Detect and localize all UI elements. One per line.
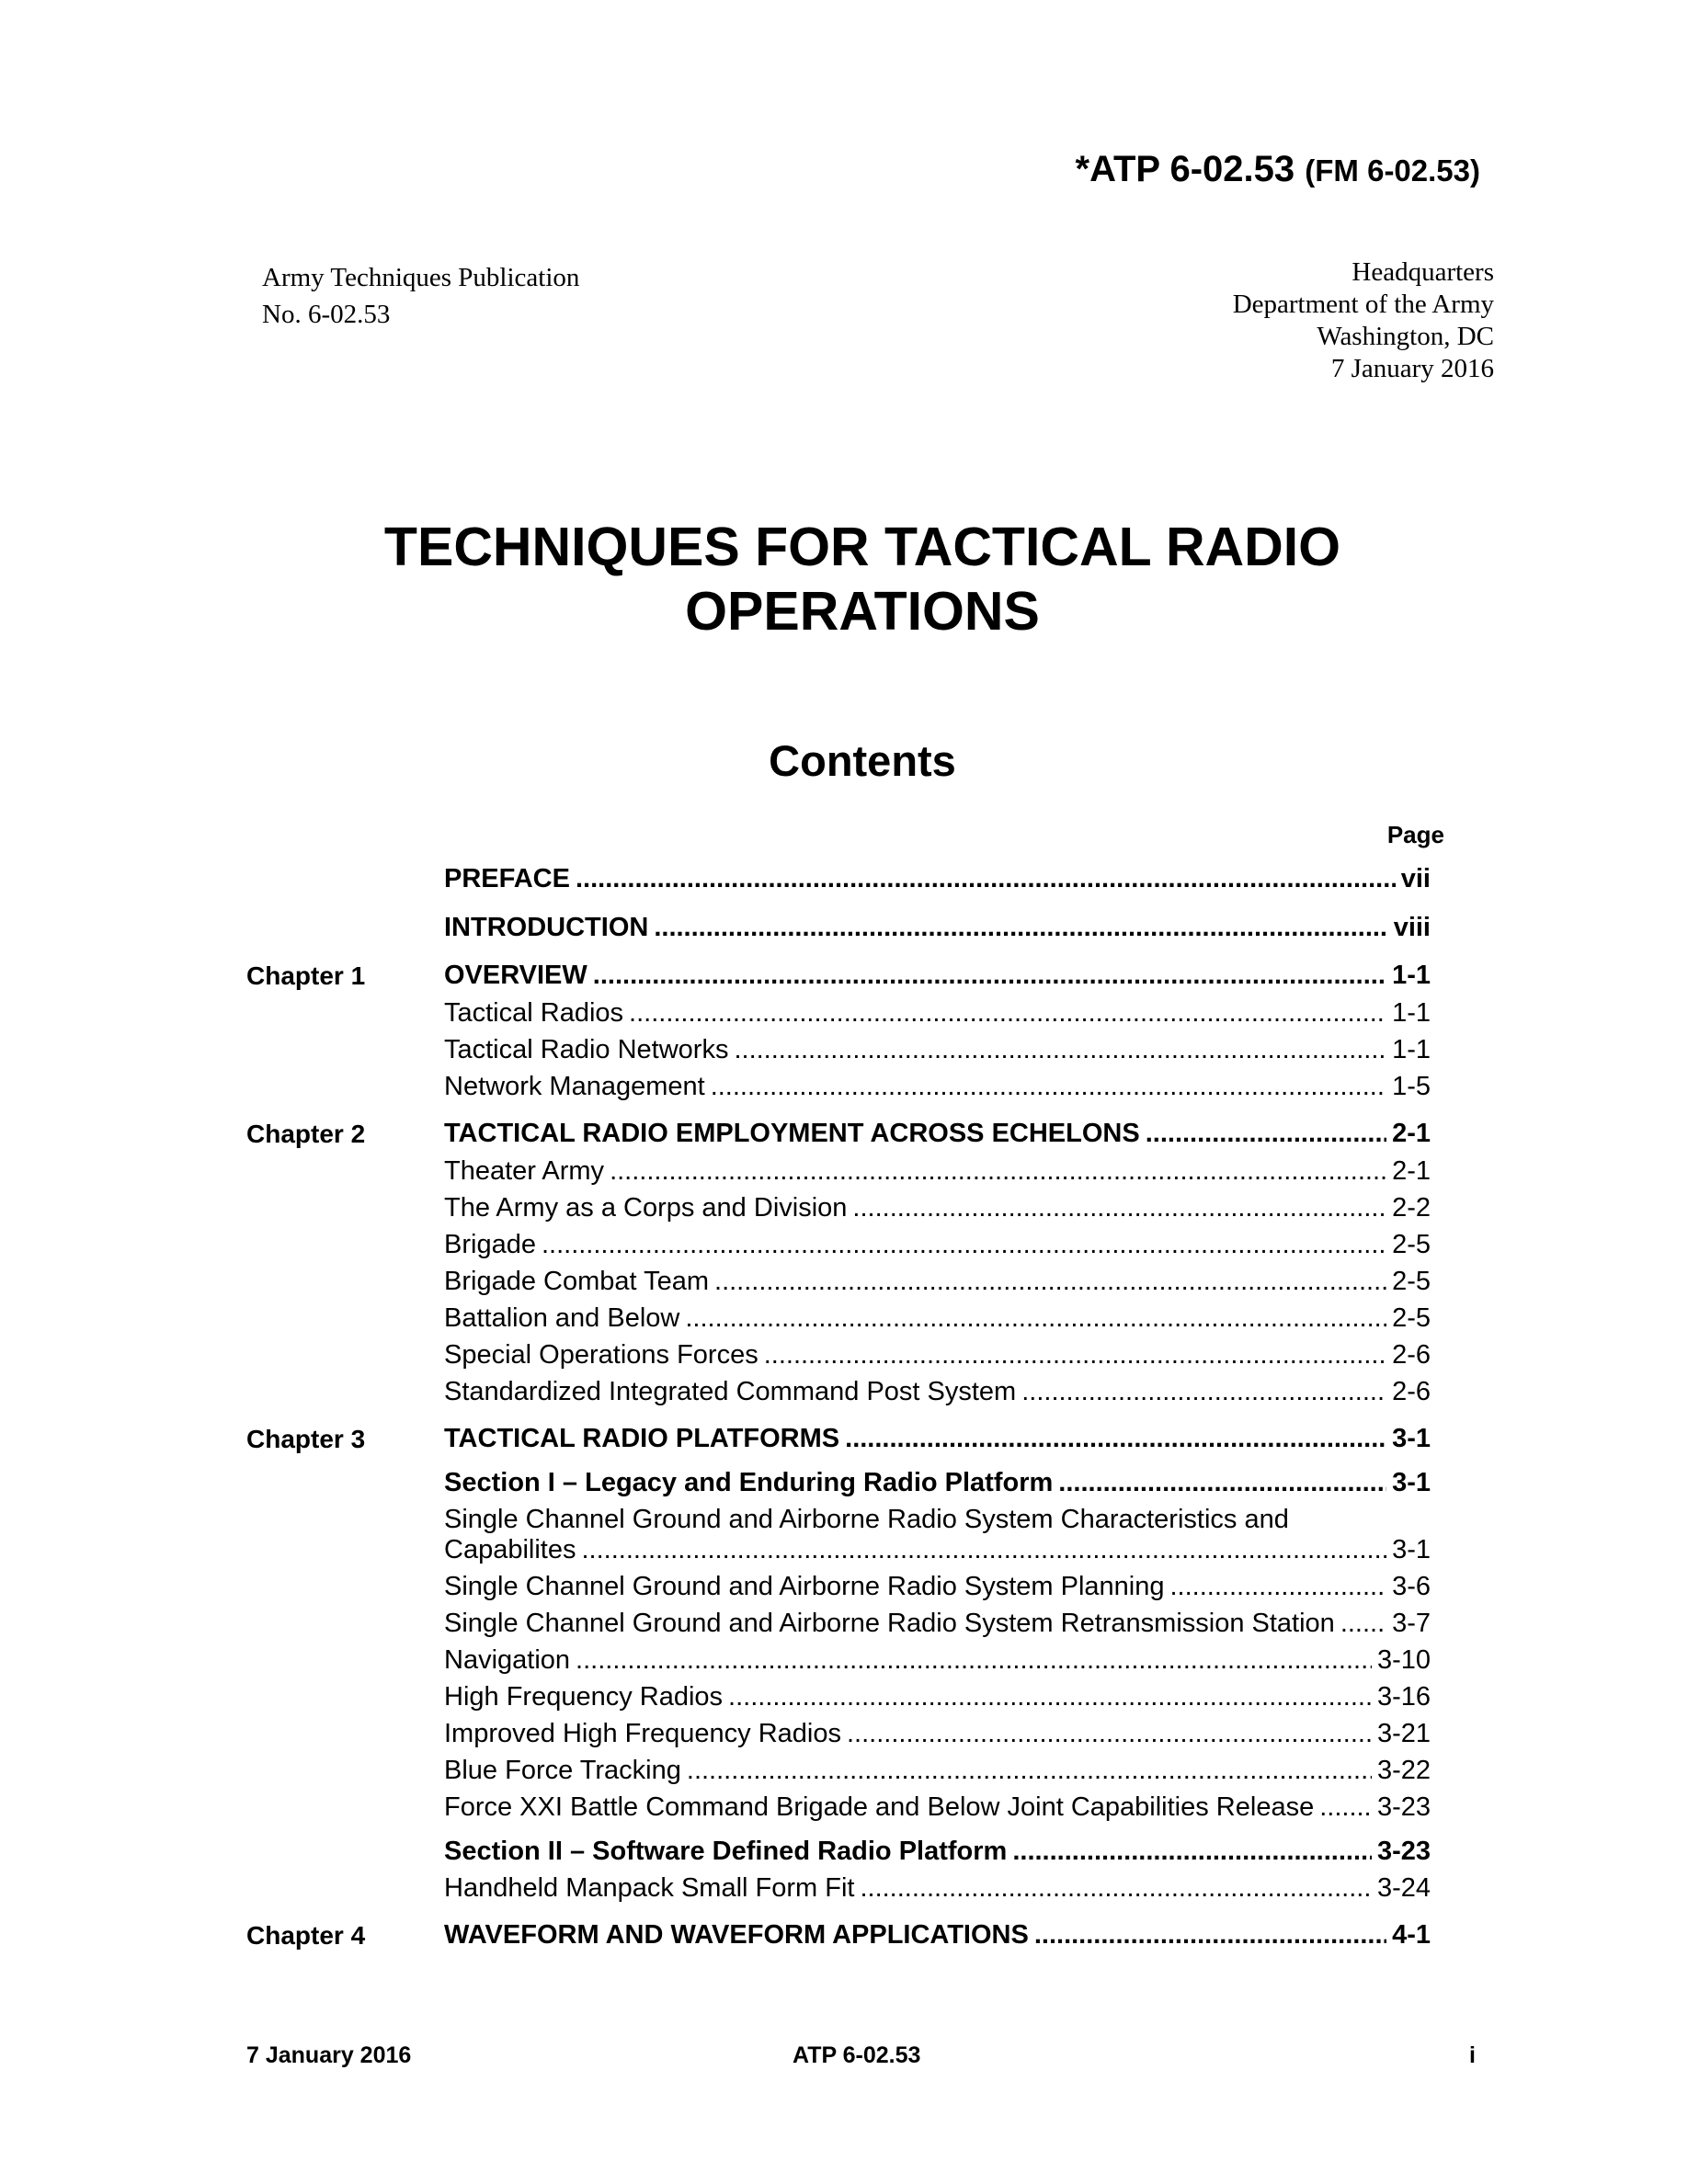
document-title (0, 515, 1688, 643)
toc-entry[interactable]: Single Channel Ground and Airborne Radio System Planning ..... 3-6 (444, 1572, 1431, 1602)
toc-entry-chapter-2[interactable]: TACTICAL RADIO EMPLOYMENT ACROSS ECHELONS ..... 2-1 (444, 1119, 1431, 1149)
headquarters-line: Headquarters (1352, 257, 1494, 287)
footer-publication: ATP 6-02.53 (793, 2042, 921, 2068)
toc-entry[interactable]: Brigade Combat Team ..... 2-5 (444, 1267, 1431, 1297)
designation-supersedes: (FM 6-02.53) (1305, 154, 1480, 188)
publication-type: Army Techniques Publication (262, 263, 580, 292)
toc-entry-chapter-1[interactable]: OVERVIEW ..... 1-1 (444, 961, 1431, 991)
toc-entry[interactable]: Special Operations Forces ..... 2-6 (444, 1340, 1431, 1371)
contents-heading: Contents (769, 736, 956, 785)
toc-entry[interactable]: Tactical Radio Networks ..... 1-1 (444, 1035, 1431, 1065)
publication-number-block (262, 259, 579, 333)
toc-entry-chapter-3[interactable]: TACTICAL RADIO PLATFORMS ..... 3-1 (444, 1424, 1431, 1454)
toc-entry[interactable]: Navigation ..... 3-10 (444, 1645, 1431, 1676)
page-column-label: Page (1386, 821, 1444, 848)
title-line-2: OPERATIONS (685, 581, 1040, 642)
toc-entry[interactable]: Battalion and Below ..... 2-5 (444, 1303, 1431, 1334)
toc-entry[interactable]: High Frequency Radios ..... 3-16 (444, 1682, 1431, 1712)
toc-entry-introduction[interactable]: INTRODUCTION ..... viii (444, 913, 1431, 943)
toc-entry[interactable]: The Army as a Corps and Division ..... 2-2 (444, 1193, 1431, 1223)
chapter-label-2: Chapter 2 (246, 1120, 366, 1148)
location-line: Washington, DC (1317, 322, 1494, 351)
date-line: 7 January 2016 (1330, 354, 1494, 383)
publication-designation (1076, 149, 1481, 190)
toc-entry-preface[interactable]: PREFACE ..... vii (444, 864, 1431, 894)
toc-entry-section-2[interactable]: Section II – Software Defined Radio Platform ..... 3-23 (444, 1837, 1431, 1867)
toc-entry[interactable]: Capabilites ..... 3-1 (444, 1535, 1431, 1565)
title-line-1: TECHNIQUES FOR TACTICAL RADIO (383, 517, 1341, 577)
toc-entry[interactable]: Improved High Frequency Radios ..... 3-21 (444, 1719, 1431, 1749)
toc-entry[interactable]: Standardized Integrated Command Post System ..... 2-6 (444, 1377, 1431, 1407)
designation-main: *ATP 6-02.53 (1075, 149, 1295, 189)
toc-entry-section-1[interactable]: Section I – Legacy and Enduring Radio Platform ..... 3-1 (444, 1468, 1431, 1498)
chapter-label-4: Chapter 4 (246, 1921, 366, 1950)
toc-entry-wrap-line[interactable]: Single Channel Ground and Airborne Radio System Characteristics and (444, 1505, 1289, 1534)
footer-date: 7 January 2016 (246, 2042, 412, 2068)
toc-entry[interactable]: Theater Army ..... 2-1 (444, 1156, 1431, 1187)
toc-entry[interactable]: Single Channel Ground and Airborne Radio System Retransmission Station ..... 3-7 (444, 1609, 1431, 1639)
chapter-label-3: Chapter 3 (246, 1425, 366, 1453)
toc-entry[interactable]: Handheld Manpack Small Form Fit ..... 3-24 (444, 1873, 1431, 1904)
toc-entry[interactable]: Force XXI Battle Command Brigade and Below Joint Capabilities Release ..... 3-23 (444, 1792, 1431, 1823)
chapter-label-1: Chapter 1 (246, 961, 366, 990)
toc-entry[interactable]: Tactical Radios ..... 1-1 (444, 998, 1431, 1029)
headquarters-block (1233, 256, 1494, 385)
department-line: Department of the Army (1232, 290, 1494, 319)
publication-number: No. 6-02.53 (262, 300, 391, 329)
footer-page-number: i (1469, 2042, 1476, 2068)
toc-entry[interactable]: Blue Force Tracking ..... 3-22 (444, 1756, 1431, 1786)
toc-entry-chapter-4[interactable]: WAVEFORM AND WAVEFORM APPLICATIONS ..... 4-1 (444, 1920, 1431, 1951)
toc-entry[interactable]: Network Management ..... 1-5 (444, 1072, 1431, 1102)
toc-entry[interactable]: Brigade ..... 2-5 (444, 1230, 1431, 1260)
